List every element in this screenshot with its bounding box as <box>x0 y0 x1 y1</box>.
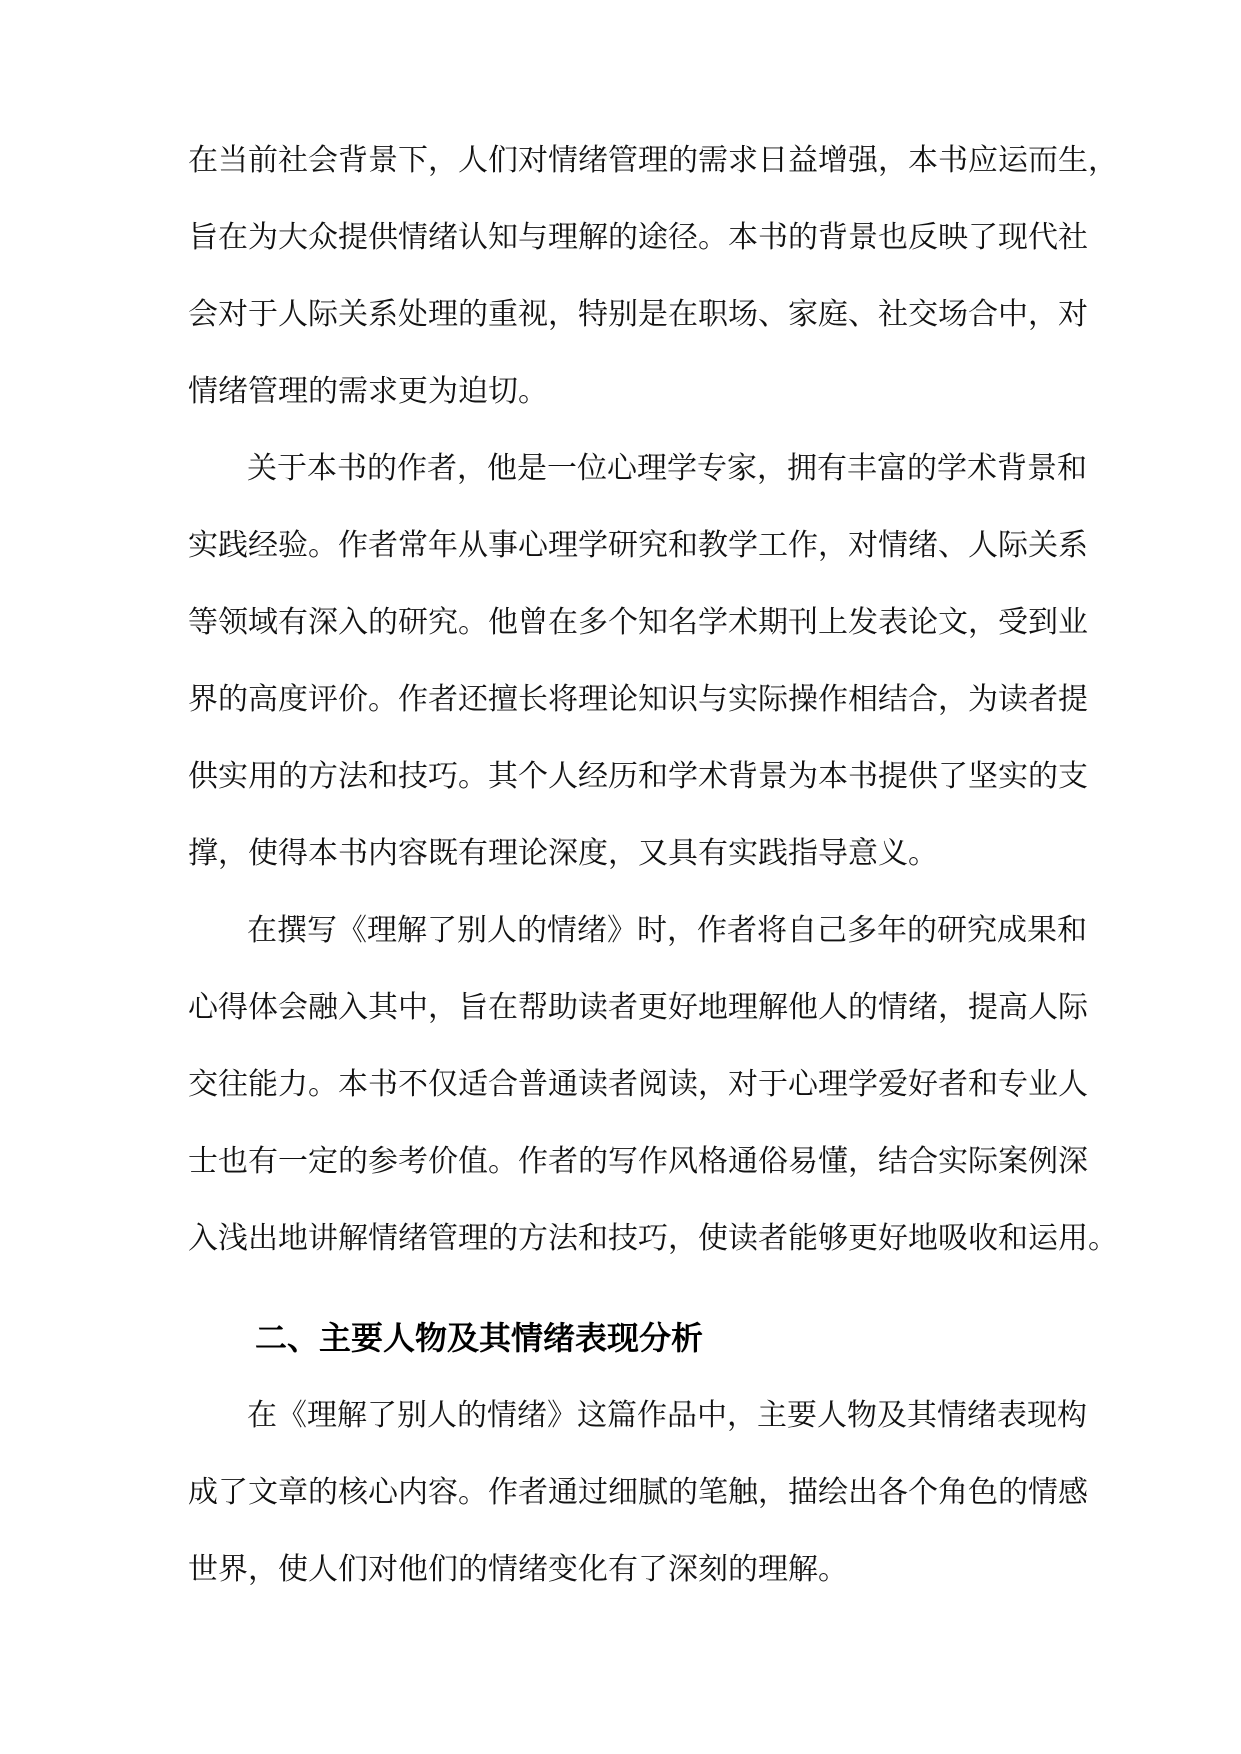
text-line: 士也有一定的参考价值。作者的写作风格通俗易懂，结合实际案例深 <box>188 1144 1088 1179</box>
text-line: 入浅出地讲解情绪管理的方法和技巧，使读者能够更好地吸收和运用。 <box>188 1221 1118 1256</box>
text-line: 情绪管理的需求更为迫切。 <box>188 374 548 409</box>
text-line: 交往能力。本书不仅适合普通读者阅读，对于心理学爱好者和专业人 <box>188 1067 1088 1102</box>
text-line: 撑，使得本书内容既有理论深度，又具有实践指导意义。 <box>188 836 938 871</box>
text-line: 会对于人际关系处理的重视，特别是在职场、家庭、社交场合中，对 <box>188 297 1088 332</box>
text-line: 界的高度评价。作者还擅长将理论知识与实际操作相结合，为读者提 <box>188 682 1088 717</box>
text-line: 实践经验。作者常年从事心理学研究和教学工作，对情绪、人际关系 <box>188 528 1088 563</box>
text-line: 关于本书的作者，他是一位心理学专家，拥有丰富的学术背景和 <box>247 451 1087 486</box>
text-line: 旨在为大众提供情绪认知与理解的途径。本书的背景也反映了现代社 <box>188 220 1088 255</box>
text-line: 世界，使人们对他们的情绪变化有了深刻的理解。 <box>188 1552 848 1587</box>
text-line: 等领域有深入的研究。他曾在多个知名学术期刊上发表论文，受到业 <box>188 605 1088 640</box>
text-line: 心得体会融入其中，旨在帮助读者更好地理解他人的情绪，提高人际 <box>188 990 1088 1025</box>
text-line: 在当前社会背景下，人们对情绪管理的需求日益增强，本书应运而生， <box>188 143 1118 178</box>
text-line: 供实用的方法和技巧。其个人经历和学术背景为本书提供了坚实的支 <box>188 759 1088 794</box>
text-line: 成了文章的核心内容。作者通过细腻的笔触，描绘出各个角色的情感 <box>188 1475 1088 1510</box>
section-heading: 二、主要人物及其情绪表现分析 <box>255 1319 704 1357</box>
text-line: 在撰写《理解了别人的情绪》时，作者将自己多年的研究成果和 <box>247 913 1087 948</box>
text-line: 在《理解了别人的情绪》这篇作品中，主要人物及其情绪表现构 <box>247 1398 1087 1433</box>
